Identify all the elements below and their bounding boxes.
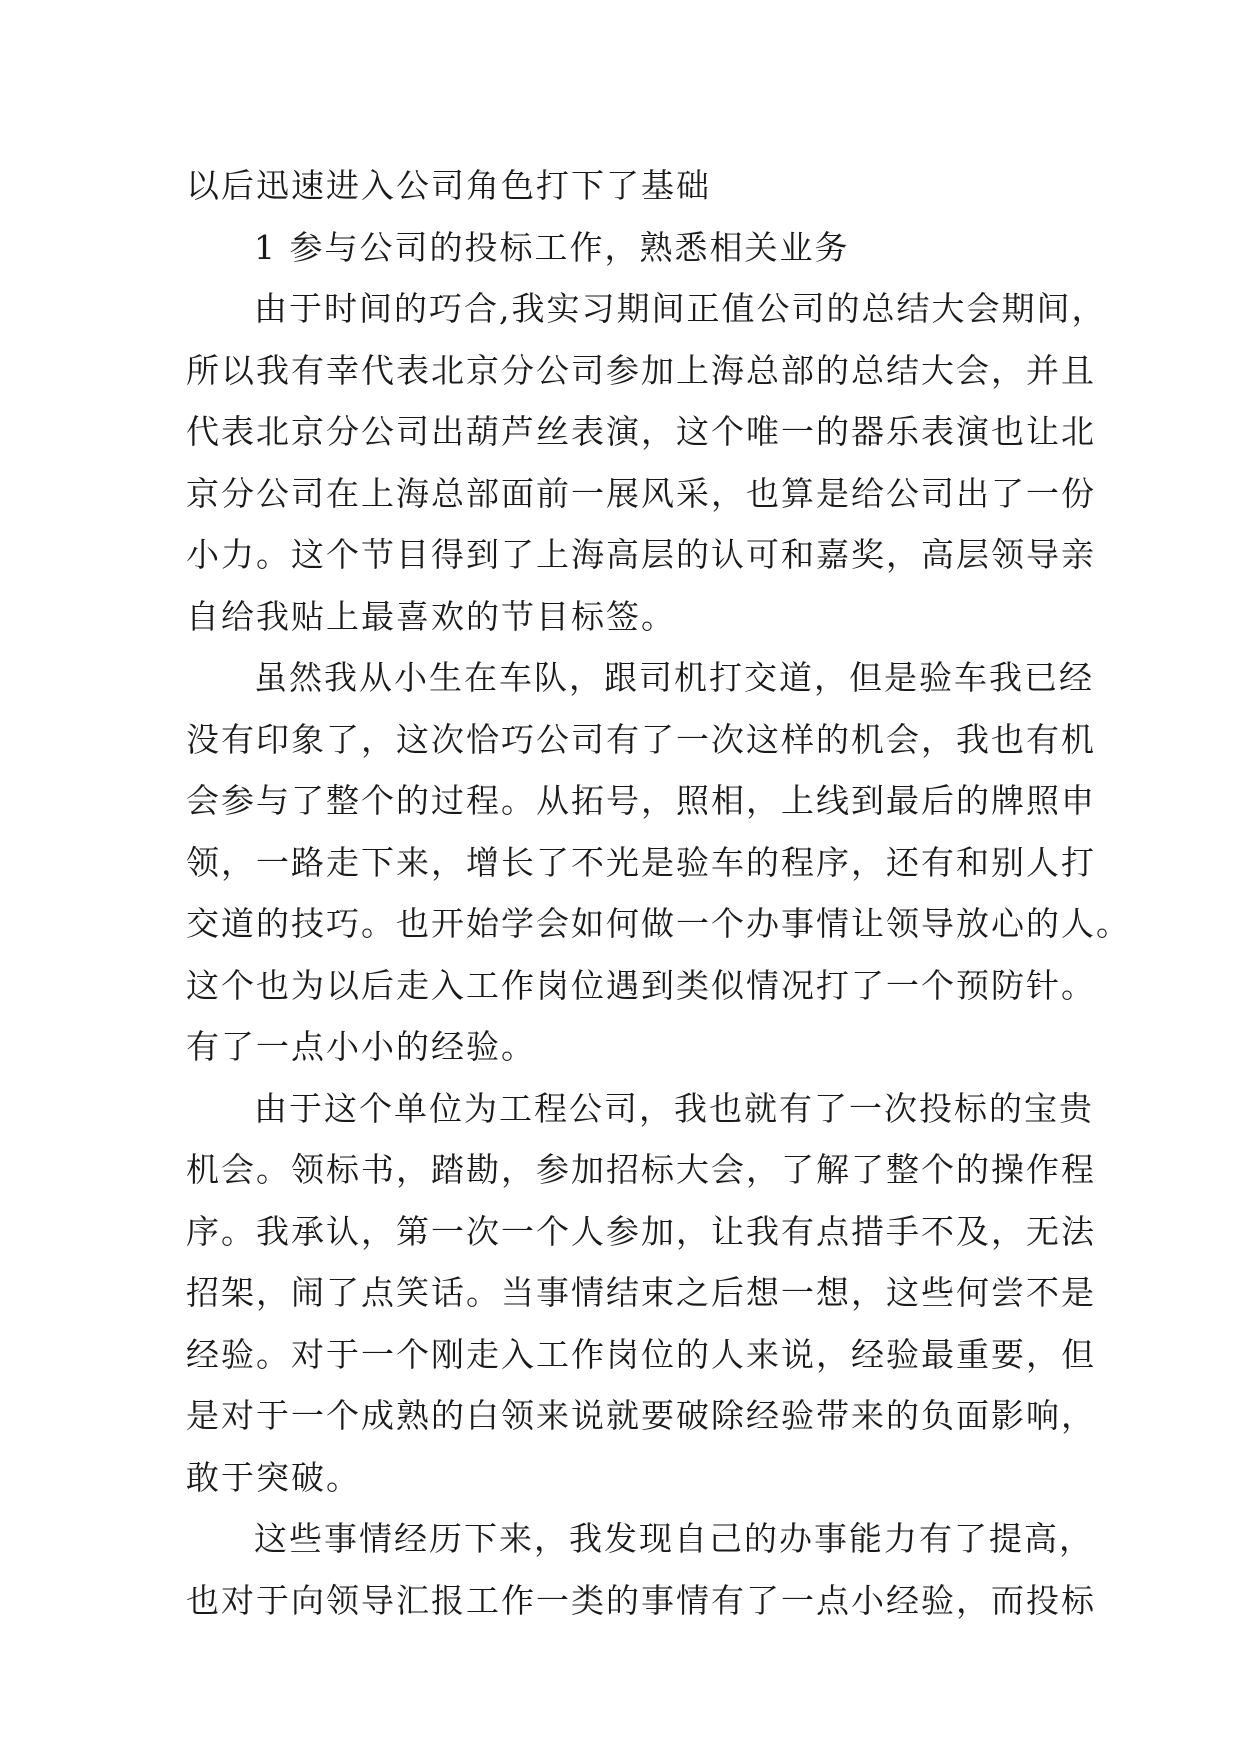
- text-line: 交道的技巧。也开始学会如何做一个办事情让领导放心的人。: [186, 904, 1131, 943]
- text-line: 代表北京分公司出葫芦丝表演，这个唯一的器乐表演也让北: [186, 412, 1096, 451]
- text-line: 自给我贴上最喜欢的节目标签。: [186, 596, 676, 636]
- text-line: 小力。这个节目得到了上海高层的认可和嘉奖，高层领导亲: [186, 535, 1096, 574]
- text-line: 虽然我从小生在车队，跟司机打交道，但是验车我已经: [254, 658, 1094, 697]
- text-line: 所以我有幸代表北京分公司参加上海总部的总结大会，并且: [186, 350, 1096, 390]
- text-line: 以后迅速进入公司角色打下了基础: [186, 166, 711, 205]
- text-line: 敢于突破。: [186, 1457, 361, 1497]
- text-line: 机会。领标书，踏勘，参加招标大会，了解了整个的操作程: [186, 1150, 1096, 1189]
- text-line: 没有印象了，这次恰巧公司有了一次这样的机会，我也有机: [186, 719, 1096, 759]
- text-line: 招架，闹了点笑话。当事情结束之后想一想，这些何尝不是: [186, 1273, 1096, 1312]
- document-body: [186, 155, 1131, 1631]
- text-line: 京分公司在上海总部面前一展风采，也算是给公司出了一份: [186, 473, 1096, 513]
- text-line: 由于时间的巧合,我实习期间正值公司的总结大会期间，: [254, 289, 1107, 328]
- text-line: 序。我承认，第一次一个人参加，让我有点措手不及，无法: [186, 1211, 1096, 1251]
- text-line: 经验。对于一个刚走入工作岗位的人来说，经验最重要，但: [186, 1334, 1096, 1374]
- section-heading: 1 参与公司的投标工作，熟悉相关业务: [254, 227, 850, 267]
- text-line: 由于这个单位为工程公司，我也就有了一次投标的宝贵: [254, 1088, 1094, 1128]
- text-line: 也对于向领导汇报工作一类的事情有了一点小经验，而投标: [186, 1580, 1096, 1620]
- text-line: 领，一路走下来，增长了不光是验车的程序，还有和别人打: [186, 842, 1096, 882]
- text-line: 有了一点小小的经验。: [186, 1027, 536, 1066]
- text-line: 这个也为以后走入工作岗位遇到类似情况打了一个预防针。: [186, 965, 1096, 1005]
- text-line: 这些事情经历下来，我发现自己的办事能力有了提高，: [254, 1519, 1094, 1558]
- text-line: 会参与了整个的过程。从拓号，照相，上线到最后的牌照申: [186, 781, 1096, 820]
- text-line: 是对于一个成熟的白领来说就要破除经验带来的负面影响，: [186, 1396, 1096, 1435]
